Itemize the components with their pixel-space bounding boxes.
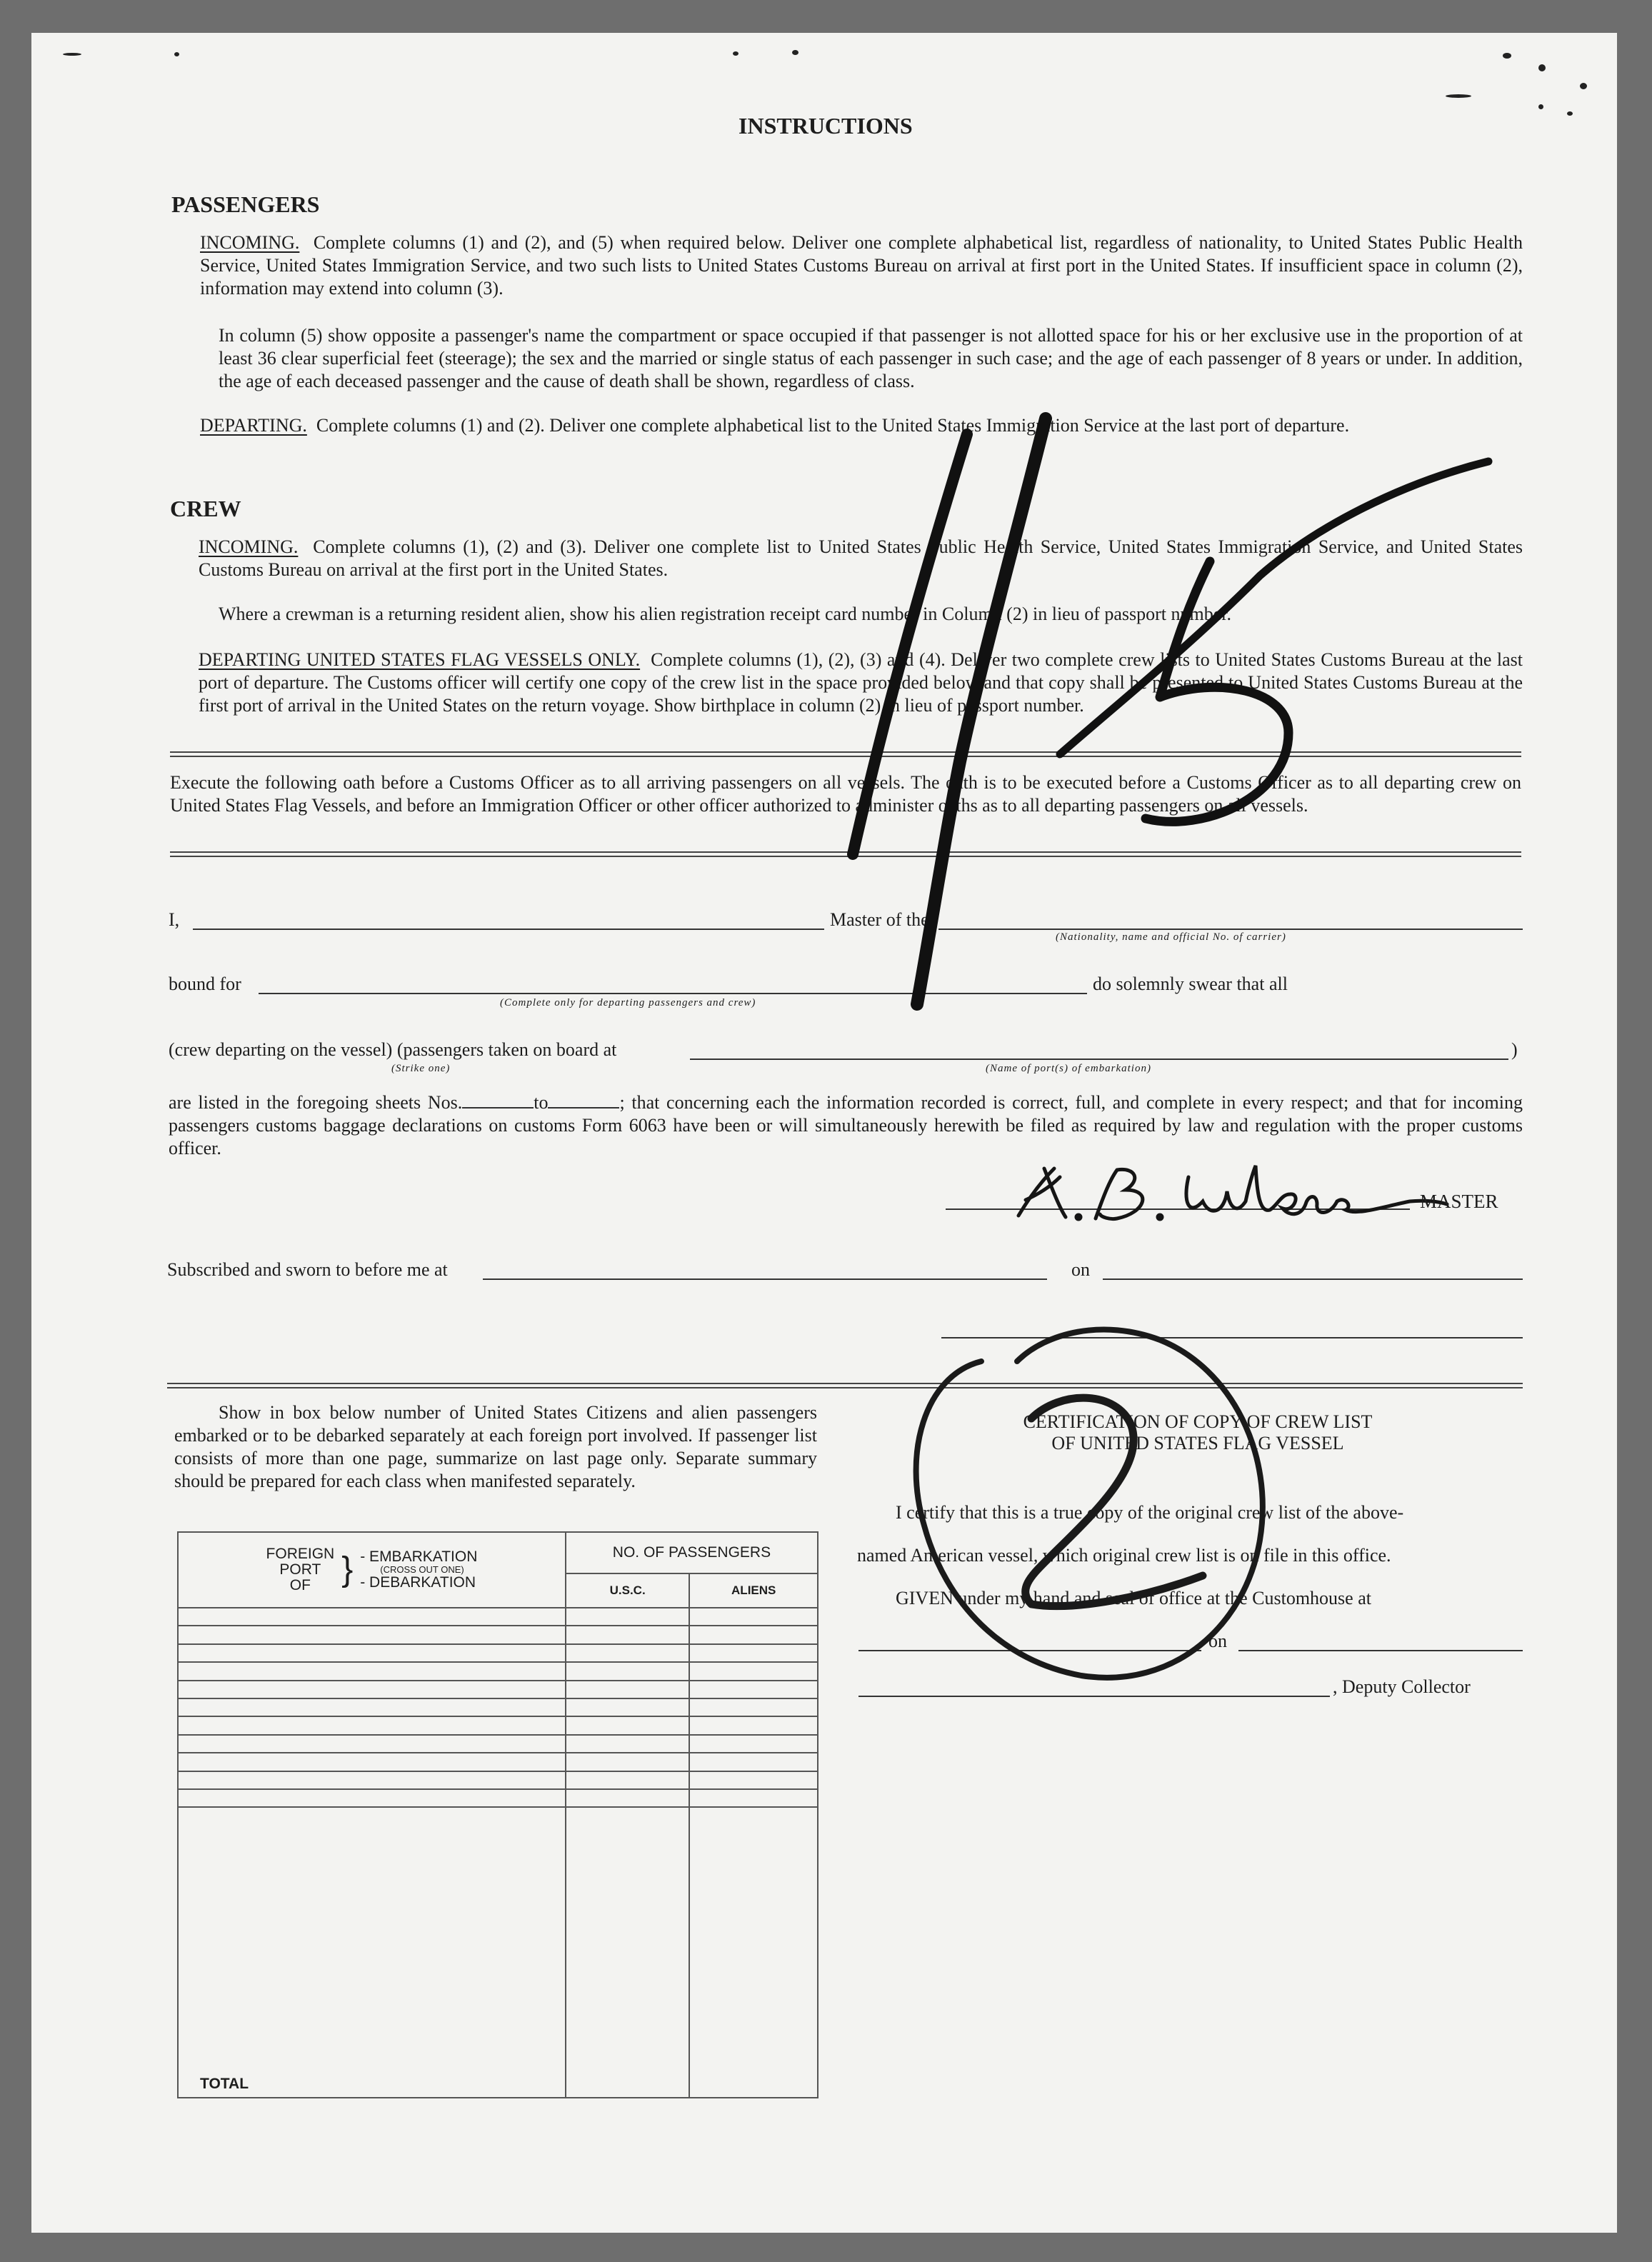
passengers-departing-text: Complete columns (1) and (2). Deliver one complete alphabetical list to the United States Immigration Service at the last port of departure. (316, 415, 1350, 436)
handwritten-fraction-mark (31, 33, 1617, 2233)
listed-pre: are listed in the foregoing sheets Nos. (169, 1092, 463, 1113)
crew-departing-label: DEPARTING UNITED STATES FLAG VESSELS ONLY. (199, 649, 641, 670)
certify-line1: I certify that this is a true copy of the original crew list of the above- (896, 1502, 1404, 1523)
usc-header: U.S.C. (566, 1573, 690, 1608)
port-word: PORT (279, 1561, 321, 1578)
listed-post: ; that concerning each the information recorded is correct, full, and complete in every respect; and (619, 1092, 1383, 1113)
subscribed-on: on (1071, 1259, 1090, 1280)
master-label: MASTER (1420, 1191, 1498, 1212)
close-paren: ) (1511, 1039, 1518, 1060)
foreign-word: FOREIGN (266, 1546, 335, 1562)
subscribed-label: Subscribed and sworn to before me at (167, 1259, 448, 1280)
passengers-departing-label: DEPARTING. (200, 415, 307, 436)
deputy-collector-label: , Deputy Collector (1333, 1676, 1471, 1697)
bound-caption: (Complete only for departing passengers and crew) (500, 997, 756, 1009)
crew-heading: CREW (170, 496, 241, 521)
bound-for-label: bound for (169, 974, 241, 994)
no-of-passengers-header: NO. OF PASSENGERS (566, 1532, 818, 1573)
crew-departing-choice: (crew departing on the vessel) (passengers taken on board at (169, 1039, 617, 1060)
crew-departing-text: Complete columns (1), (2), (3) and (4). Deliver two complete crew lists to United States Customs Bureau at the last port of departure. The Customs officer will certify one copy of the crew list in the space provided below and that copy shall be presented to United States Customs Bureau at the first port of arrival in the United States on the return voyage. Show birthplace in column (2) in lieu of passport number. (199, 649, 1523, 716)
certification-title-line2: OF UNITED STATES FLAG VESSEL (1051, 1433, 1344, 1453)
passengers-heading: PASSENGERS (171, 191, 320, 217)
crew-resident-text: Where a crewman is a returning resident alien, show his alien registration receipt card number in Column (2) in lieu of passport number. (219, 604, 1232, 624)
certify-line3: GIVEN under my hand and seal of office at the Customhouse at (896, 1588, 1371, 1608)
passengers-incoming-label: INCOMING. (200, 232, 300, 253)
certification-title-line1: CERTIFICATION OF COPY OF CREW LIST (1023, 1411, 1373, 1432)
crew-incoming-label: INCOMING. (199, 536, 299, 557)
swear-text: do solemnly swear that all (1093, 974, 1288, 994)
certify-on: on (1208, 1631, 1227, 1651)
total-label: TOTAL (178, 1807, 566, 2098)
carrier-caption: (Nationality, name and official No. of carrier) (1056, 931, 1286, 943)
crew-incoming-text: Complete columns (1), (2) and (3). Deliver one complete list to United States Public Health Service, United States Immigration Service, and United States Customs Bureau on arrival at the first port in the United States. (199, 536, 1523, 580)
listed-to: to (534, 1092, 549, 1113)
cross-out-note: (CROSS OUT ONE) (380, 1564, 464, 1575)
passengers-column5-text: In column (5) show opposite a passenger's name the compartment or space occupied if that passenger is not allotted space for his or her exclusive use in the proportion of at least 36 clear superficial feet (steerage); the sex and the married or single status of each passenger in such case; and the age of each passenger of 8 years or under. In addition, the age of each deceased passenger and the cause of death shall be shown, regardless of class. (219, 325, 1523, 391)
embarkation-option[interactable]: - EMBARKATION (360, 1548, 478, 1565)
summary-instructions: Show in box below number of United States Citizens and alien passengers embarked or to be debarked separately at each foreign port involved. If passenger list consists of more than one page, summarize on last page only. Separate summary should be prepared for each class when manifested separately. (174, 1402, 817, 1491)
debarkation-option[interactable]: - DEBARKATION (360, 1574, 476, 1591)
certify-line2: named American vessel, which original crew list is on file in this office. (857, 1545, 1391, 1566)
passengers-incoming-text: Complete columns (1) and (2), and (5) when required below. Deliver one complete alphabetical list, regardless of nationality, to United States Public Health Service, United States Immigration Service, and two such lists to United States Customs Bureau on arrival at first port in the United States. If insufficient space in column (2), information may extend into column (3). (200, 232, 1523, 299)
oath-intro: Execute the following oath before a Customs Officer as to all arriving passengers on all vessels. The oath is to be executed before a Customs Officer as to all departing crew on United States Flag Vessels, and before an Immigration Officer or other officer authorized to administer oaths as to all departing passengers on all vessels. (170, 772, 1521, 816)
listed-rest: that for incoming passengers customs baggage declarations on customs Form 6063 have been or will simultaneously herewith be filed as required by law and regulation with the proper customs officer. (169, 1092, 1523, 1158)
oath-i-label: I, (169, 909, 180, 930)
form-sheet (31, 33, 1617, 2233)
aliens-header: ALIENS (689, 1573, 818, 1608)
of-word: OF (289, 1577, 311, 1593)
ports-caption: (Name of port(s) of embarkation) (986, 1063, 1151, 1074)
strike-one-caption: (Strike one) (391, 1063, 451, 1074)
page-title: INSTRUCTIONS (739, 113, 913, 139)
master-of-label: Master of the (830, 909, 929, 930)
brace-glyph: } (341, 1551, 354, 1588)
